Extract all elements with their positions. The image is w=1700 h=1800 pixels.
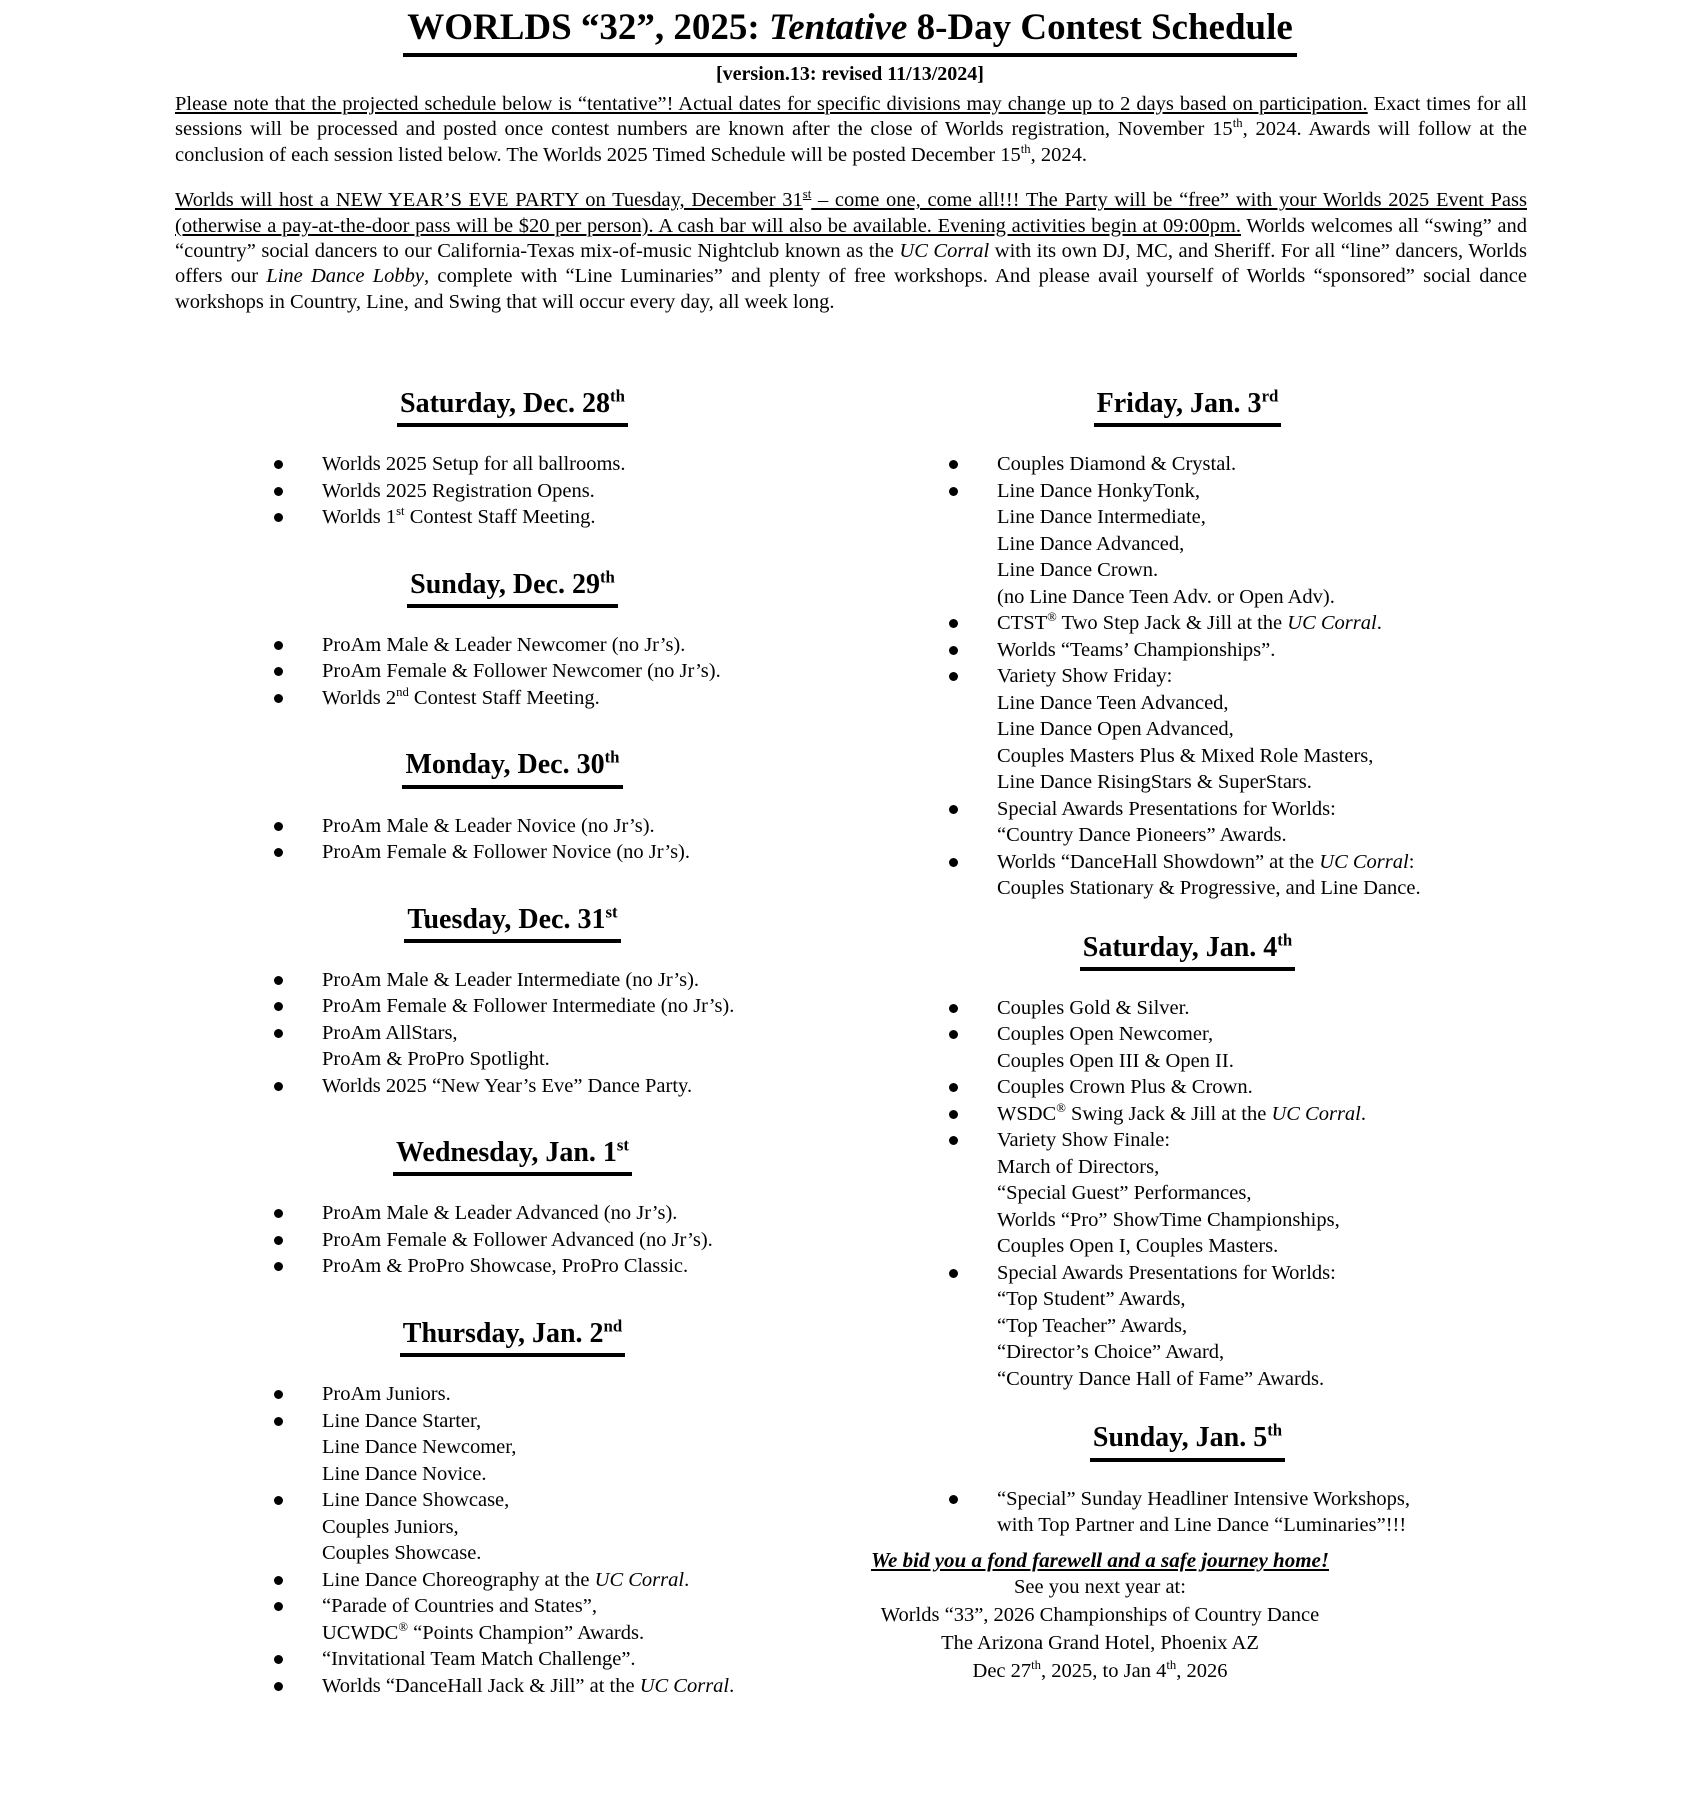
text-segment: Worlds 1 <box>322 506 397 529</box>
day-section <box>175 1318 850 1699</box>
list-item <box>850 849 1525 902</box>
text-segment: th <box>1267 1421 1283 1441</box>
bullet-icon <box>949 619 958 628</box>
item-line: Couples Stationary & Progressive, and Line Dance. <box>997 877 1421 900</box>
text-segment: , complete with “Line Luminaries” and plenty of free workshops. And please avail yourself of Worlds “sponsored” social dance workshops in Country, Line, and Swing that will occur every day, all week long. <box>175 265 1528 313</box>
list-item <box>850 478 1525 611</box>
list-item <box>175 685 850 712</box>
text-segment: st <box>616 1135 630 1155</box>
list-item <box>850 1021 1525 1074</box>
item-lines <box>322 478 850 505</box>
list-item <box>850 663 1525 796</box>
day-heading <box>175 749 850 788</box>
text-segment: UC Corral <box>594 1568 685 1591</box>
item-line <box>997 610 1525 637</box>
item-line: ProAm Female & Follower Advanced (no Jr’s). <box>322 1228 713 1251</box>
item-lines <box>997 1127 1525 1260</box>
text-segment: st <box>802 187 812 202</box>
bullet-icon <box>274 1082 283 1091</box>
list-item <box>175 451 850 478</box>
item-line: Line Dance Newcomer, <box>322 1436 517 1459</box>
text-segment: . <box>1360 1102 1367 1125</box>
item-lines <box>322 1673 850 1700</box>
list-item <box>175 1646 850 1673</box>
closing-line: Worlds “33”, 2026 Championships of Country Dance <box>880 1603 1320 1626</box>
text-segment: th <box>599 567 615 587</box>
list-item <box>175 1567 850 1594</box>
bullet-icon <box>274 1576 283 1585</box>
text-segment: Saturday, Dec. 28 <box>400 388 611 419</box>
item-lines <box>322 1646 850 1673</box>
bullet-icon <box>274 1602 283 1611</box>
item-line: ProAm Female & Follower Newcomer (no Jr’s). <box>322 660 721 683</box>
list-item <box>175 1020 850 1073</box>
text-segment: CTST <box>997 612 1048 635</box>
item-lines <box>997 849 1525 902</box>
item-line: Line Dance Advanced, <box>997 532 1185 555</box>
bullet-icon <box>274 513 283 522</box>
bullet-icon <box>274 694 283 703</box>
text-segment: Exact times for all sessions will be processed and posted once contest numbers are known after the close of Worlds registration, November 15 <box>175 93 1527 141</box>
item-lines <box>322 1567 850 1594</box>
item-line: ProAm Juniors. <box>322 1383 451 1406</box>
item-line: ProAm Female & Follower Novice (no Jr’s). <box>322 841 690 864</box>
bullet-icon <box>274 1655 283 1664</box>
item-line: Special Awards Presentations for Worlds: <box>997 1261 1336 1284</box>
item-line: “Top Teacher” Awards, <box>997 1314 1188 1337</box>
day-heading-text <box>402 749 622 788</box>
item-line: Line Dance Intermediate, <box>997 506 1206 529</box>
item-line: Variety Show Friday: <box>997 665 1173 688</box>
text-segment: Please note that the projected schedule below is “tentative”! Actual dates for specific divisions may change up to 2 days based on participation. <box>175 93 1368 115</box>
text-segment: WORLDS “32”, 2025: <box>407 7 769 48</box>
bullet-icon <box>274 1236 283 1245</box>
bullet-icon <box>949 1495 958 1504</box>
item-lines <box>322 632 850 659</box>
list-item <box>175 632 850 659</box>
text-segment: th <box>1166 1657 1177 1672</box>
day-heading-text <box>1090 1422 1285 1461</box>
closing-line <box>850 1657 1350 1685</box>
day-heading <box>175 388 850 427</box>
bullet-icon <box>274 1002 283 1011</box>
intro-paragraph-1 <box>175 92 1527 168</box>
item-line: Worlds “Teams’ Championships”. <box>997 638 1276 661</box>
list-item <box>175 1253 850 1280</box>
day-heading-text <box>400 1318 625 1357</box>
item-line <box>322 1567 850 1594</box>
item-line: “Parade of Countries and States”, <box>322 1595 597 1618</box>
bullet-list <box>175 632 850 712</box>
item-line <box>997 849 1525 876</box>
text-segment: , 2025, to Jan 4 <box>1041 1659 1167 1682</box>
closing-line: See you next year at: <box>1014 1575 1186 1598</box>
text-segment: UC Corral <box>639 1674 730 1697</box>
version-subtitle: [version.13: revised 11/13/2024] <box>716 62 984 85</box>
item-lines <box>322 967 850 994</box>
list-item <box>850 995 1525 1022</box>
item-line <box>322 504 850 531</box>
bullet-icon <box>949 1136 958 1145</box>
item-lines <box>997 1486 1525 1539</box>
text-segment: st <box>396 504 405 519</box>
item-lines <box>322 1381 850 1408</box>
item-line: Worlds 2025 Setup for all ballrooms. <box>322 453 626 476</box>
bullet-icon <box>274 1417 283 1426</box>
item-line: Worlds 2025 Registration Opens. <box>322 479 595 502</box>
intro-paragraphs <box>175 92 1527 315</box>
item-line: Couples Open Newcomer, <box>997 1023 1214 1046</box>
day-heading <box>175 569 850 608</box>
list-item <box>175 967 850 994</box>
list-item <box>850 610 1525 637</box>
bullet-icon <box>949 1004 958 1013</box>
closing-farewell: We bid you a fond farewell and a safe journey home! <box>870 1547 1330 1572</box>
text-segment: : <box>1408 850 1415 873</box>
bullet-icon <box>949 1030 958 1039</box>
text-segment: rd <box>1261 386 1279 406</box>
item-line: Line Dance HonkyTonk, <box>997 479 1200 502</box>
bullet-icon <box>274 667 283 676</box>
bullet-icon <box>274 1209 283 1218</box>
list-item <box>850 637 1525 664</box>
text-segment: Contest Staff Meeting. <box>408 686 600 709</box>
list-item <box>175 1487 850 1567</box>
item-line: March of Directors, <box>997 1155 1160 1178</box>
item-lines <box>997 478 1525 611</box>
item-lines <box>322 685 850 712</box>
bullet-icon <box>949 1110 958 1119</box>
text-segment: Dec 27 <box>972 1659 1032 1682</box>
bullet-icon <box>274 1262 283 1271</box>
item-lines <box>997 610 1525 637</box>
document-header <box>0 6 1700 86</box>
item-lines <box>997 995 1525 1022</box>
day-section <box>175 749 850 865</box>
item-line: “Country Dance Hall of Fame” Awards. <box>997 1367 1325 1390</box>
text-segment: Worlds welcomes all “swing” and “country” social dancers to our California-Texas mix-of-music Nightclub known as the <box>175 214 1527 263</box>
closing-block <box>850 1547 1350 1685</box>
day-heading-text <box>404 904 620 943</box>
item-lines <box>997 1021 1525 1074</box>
item-line: “Special” Sunday Headliner Intensive Workshops, <box>997 1487 1410 1510</box>
item-line: Variety Show Finale: <box>997 1129 1171 1152</box>
item-lines <box>322 1227 850 1254</box>
item-lines <box>322 451 850 478</box>
bullet-icon <box>949 672 958 681</box>
item-lines <box>322 1020 850 1073</box>
item-lines <box>322 813 850 840</box>
bullet-icon <box>274 1029 283 1038</box>
item-line: ProAm Male & Leader Advanced (no Jr’s). <box>322 1202 678 1225</box>
text-segment: Thursday, Jan. 2 <box>402 1317 604 1349</box>
item-lines <box>322 1253 850 1280</box>
item-line <box>322 1620 850 1647</box>
list-item <box>850 1101 1525 1128</box>
bullet-list <box>850 1486 1525 1539</box>
bullet-icon <box>949 487 958 496</box>
item-line: Couples Crown Plus & Crown. <box>997 1076 1253 1099</box>
item-line: Worlds 2025 “New Year’s Eve” Dance Party. <box>322 1074 693 1097</box>
bullet-icon <box>274 1682 283 1691</box>
item-line: “Top Student” Awards, <box>997 1288 1186 1311</box>
bullet-icon <box>949 1083 958 1092</box>
list-item <box>175 813 850 840</box>
day-heading <box>175 1137 850 1176</box>
list-item <box>175 1227 850 1254</box>
day-section <box>175 569 850 712</box>
day-section <box>175 388 850 531</box>
item-lines <box>997 1260 1525 1393</box>
bullet-icon <box>274 487 283 496</box>
list-item <box>175 839 850 866</box>
text-segment: Saturday, Jan. 4 <box>1082 931 1278 963</box>
text-segment: nd <box>396 685 409 700</box>
item-line: ProAm & ProPro Showcase, ProPro Classic. <box>322 1255 689 1278</box>
item-line: Special Awards Presentations for Worlds: <box>997 797 1336 820</box>
item-lines <box>997 796 1525 849</box>
text-segment: UC Corral <box>899 240 990 263</box>
bullet-icon <box>274 460 283 469</box>
text-segment: , 2026 <box>1176 1659 1228 1682</box>
day-heading-text <box>1094 388 1282 427</box>
bullet-icon <box>274 1390 283 1399</box>
text-segment: ® <box>1047 610 1057 625</box>
item-line: Line Dance Open Advanced, <box>997 718 1234 741</box>
item-line: Couples Showcase. <box>322 1542 482 1565</box>
text-segment: Two Step Jack & Jill at the <box>1056 612 1288 635</box>
text-segment: ® <box>1056 1101 1066 1116</box>
item-lines <box>997 451 1525 478</box>
item-line: ProAm Male & Leader Newcomer (no Jr’s). <box>322 633 686 656</box>
list-item <box>850 1074 1525 1101</box>
text-segment: Line Dance Lobby <box>266 265 425 288</box>
bullet-icon <box>949 1269 958 1278</box>
day-section <box>175 904 850 1100</box>
day-section <box>850 932 1525 1393</box>
text-segment: , 2024. <box>1030 143 1088 166</box>
item-lines <box>322 504 850 531</box>
item-line: Couples Juniors, <box>322 1515 459 1538</box>
item-line: ProAm Female & Follower Intermediate (no Jr’s). <box>322 995 735 1018</box>
item-line: Couples Open I, Couples Masters. <box>997 1235 1279 1258</box>
list-item <box>175 993 850 1020</box>
day-heading <box>175 904 850 943</box>
item-lines <box>322 1487 850 1567</box>
day-section <box>850 1422 1525 1538</box>
bullet-icon <box>949 805 958 814</box>
text-segment: . <box>1376 612 1382 635</box>
text-segment: th <box>610 386 625 406</box>
item-lines <box>997 1074 1525 1101</box>
text-segment: UC Corral <box>1319 850 1409 873</box>
bullet-icon <box>949 460 958 469</box>
intro-paragraph-2 <box>175 188 1527 315</box>
list-item <box>175 1381 850 1408</box>
text-segment: th <box>1031 1657 1042 1672</box>
text-segment: Worlds will host a NEW YEAR’S EVE PARTY on Tuesday, December 31 <box>175 189 803 212</box>
item-lines <box>997 663 1525 796</box>
item-line <box>322 685 850 712</box>
text-segment: WSDC <box>997 1102 1057 1125</box>
list-item <box>850 1127 1525 1260</box>
list-item <box>850 1486 1525 1539</box>
text-segment: – come one, come all!!! The Party will be “free” with your Worlds 2025 Event Pass (otherwise a pay-at-the-door pass will be $20 per person). A cash bar will also be available. Evening activities begin at 09:00pm. <box>175 189 1527 237</box>
item-line: Couples Diamond & Crystal. <box>997 453 1237 476</box>
text-segment: with its own DJ, MC, and Sheriff. For all “line” dancers, Worlds offers our <box>175 240 1527 288</box>
item-lines <box>322 839 850 866</box>
text-segment: Contest Staff Meeting. <box>404 506 596 529</box>
bullet-icon <box>274 822 283 831</box>
text-segment: UCWDC <box>322 1621 399 1644</box>
bullet-icon <box>274 1496 283 1505</box>
day-heading-text <box>1080 932 1295 971</box>
item-line: ProAm Male & Leader Novice (no Jr’s). <box>322 814 655 837</box>
list-item <box>175 658 850 685</box>
text-segment: Worlds “DanceHall Jack & Jill” at the <box>322 1674 640 1697</box>
text-segment: Tentative <box>769 7 908 48</box>
text-segment: Sunday, Dec. 29 <box>410 568 600 600</box>
text-segment: nd <box>603 1316 623 1336</box>
item-line: Line Dance Showcase, <box>322 1489 510 1512</box>
text-segment: 8-Day Contest Schedule <box>907 7 1293 48</box>
item-lines <box>322 1073 850 1100</box>
list-item <box>175 1593 850 1646</box>
item-lines <box>322 1408 850 1488</box>
day-heading-text <box>397 388 628 427</box>
list-item <box>175 1200 850 1227</box>
bullet-list <box>850 451 1525 902</box>
item-line: Line Dance Novice. <box>322 1462 487 1485</box>
item-line: ProAm Male & Leader Intermediate (no Jr’s). <box>322 968 700 991</box>
item-line: Couples Masters Plus & Mixed Role Masters, <box>997 744 1374 767</box>
text-segment: ® <box>398 1619 408 1634</box>
day-section <box>175 1137 850 1280</box>
item-line: Couples Gold & Silver. <box>997 996 1190 1019</box>
day-heading <box>850 1422 1525 1461</box>
item-line: with Top Partner and Line Dance “Luminaries”!!! <box>997 1514 1407 1537</box>
bullet-list <box>175 813 850 866</box>
list-item <box>175 1673 850 1700</box>
day-heading <box>850 932 1525 971</box>
bullet-list <box>850 995 1525 1393</box>
item-lines <box>322 1200 850 1227</box>
list-item <box>175 478 850 505</box>
item-line: “Director’s Choice” Award, <box>997 1341 1225 1364</box>
list-item <box>850 451 1525 478</box>
column-left <box>175 388 850 1699</box>
item-lines <box>322 1593 850 1646</box>
text-segment: . <box>729 1674 735 1697</box>
text-segment: Sunday, Jan. 5 <box>1092 1422 1268 1454</box>
day-section <box>850 388 1525 902</box>
item-line: Line Dance Teen Advanced, <box>997 691 1229 714</box>
text-segment: “Points Champion” Awards. <box>407 1621 645 1644</box>
text-segment: UC Corral <box>1287 612 1377 635</box>
bullet-icon <box>274 976 283 985</box>
item-line: “Country Dance Pioneers” Awards. <box>997 824 1287 847</box>
page-title <box>403 6 1297 57</box>
bullet-list <box>175 451 850 531</box>
text-segment: Worlds “DanceHall Showdown” at the <box>997 850 1320 873</box>
closing-line: The Arizona Grand Hotel, Phoenix AZ <box>941 1631 1259 1654</box>
item-line <box>997 1101 1525 1128</box>
item-line: Line Dance Crown. <box>997 559 1159 582</box>
list-item <box>175 504 850 531</box>
text-segment: st <box>605 902 618 922</box>
item-line: Worlds “Pro” ShowTime Championships, <box>997 1208 1340 1231</box>
item-lines <box>997 637 1525 664</box>
item-line: ProAm AllStars, <box>322 1021 458 1044</box>
list-item <box>850 796 1525 849</box>
day-heading-text <box>393 1137 632 1176</box>
text-segment: Line Dance Choreography at the <box>322 1568 595 1591</box>
column-right <box>850 388 1525 1685</box>
bullet-list <box>175 1381 850 1699</box>
text-segment: th <box>1232 116 1243 131</box>
text-segment: th <box>1277 930 1293 950</box>
bullet-icon <box>274 848 283 857</box>
bullet-list <box>175 967 850 1100</box>
day-heading-text <box>407 569 618 608</box>
item-line: “Invitational Team Match Challenge”. <box>322 1648 636 1671</box>
text-segment: Monday, Dec. 30 <box>405 749 605 781</box>
day-heading <box>175 1318 850 1357</box>
item-line: Couples Open III & Open II. <box>997 1049 1234 1072</box>
item-line: “Special Guest” Performances, <box>997 1182 1252 1205</box>
item-line: Line Dance RisingStars & SuperStars. <box>997 771 1312 794</box>
item-line: ProAm & ProPro Spotlight. <box>322 1048 550 1071</box>
text-segment: . <box>684 1568 690 1591</box>
bullet-list <box>175 1200 850 1280</box>
text-segment: Tuesday, Dec. 31 <box>407 903 606 935</box>
list-item <box>175 1408 850 1488</box>
text-segment: th <box>1020 141 1031 156</box>
item-line <box>322 1673 850 1700</box>
item-line: (no Line Dance Teen Adv. or Open Adv). <box>997 585 1335 608</box>
text-segment: Wednesday, Jan. 1 <box>395 1137 617 1169</box>
bullet-icon <box>949 646 958 655</box>
text-segment: th <box>604 748 620 768</box>
item-lines <box>997 1101 1525 1128</box>
text-segment: UC Corral <box>1271 1102 1361 1125</box>
bullet-icon <box>274 641 283 650</box>
text-segment: Worlds 2 <box>322 686 397 709</box>
item-lines <box>322 993 850 1020</box>
list-item <box>175 1073 850 1100</box>
text-segment: Friday, Jan. 3 <box>1096 388 1262 419</box>
text-segment: Swing Jack & Jill at the <box>1065 1102 1272 1125</box>
bullet-icon <box>949 858 958 867</box>
item-lines <box>322 658 850 685</box>
item-line: Line Dance Starter, <box>322 1409 482 1432</box>
day-heading <box>850 388 1525 427</box>
list-item <box>850 1260 1525 1393</box>
text-segment: , 2024. Awards will follow at the conclusion of each session listed below. The Worlds 2025 Timed Schedule will be posted December 15 <box>175 118 1527 166</box>
